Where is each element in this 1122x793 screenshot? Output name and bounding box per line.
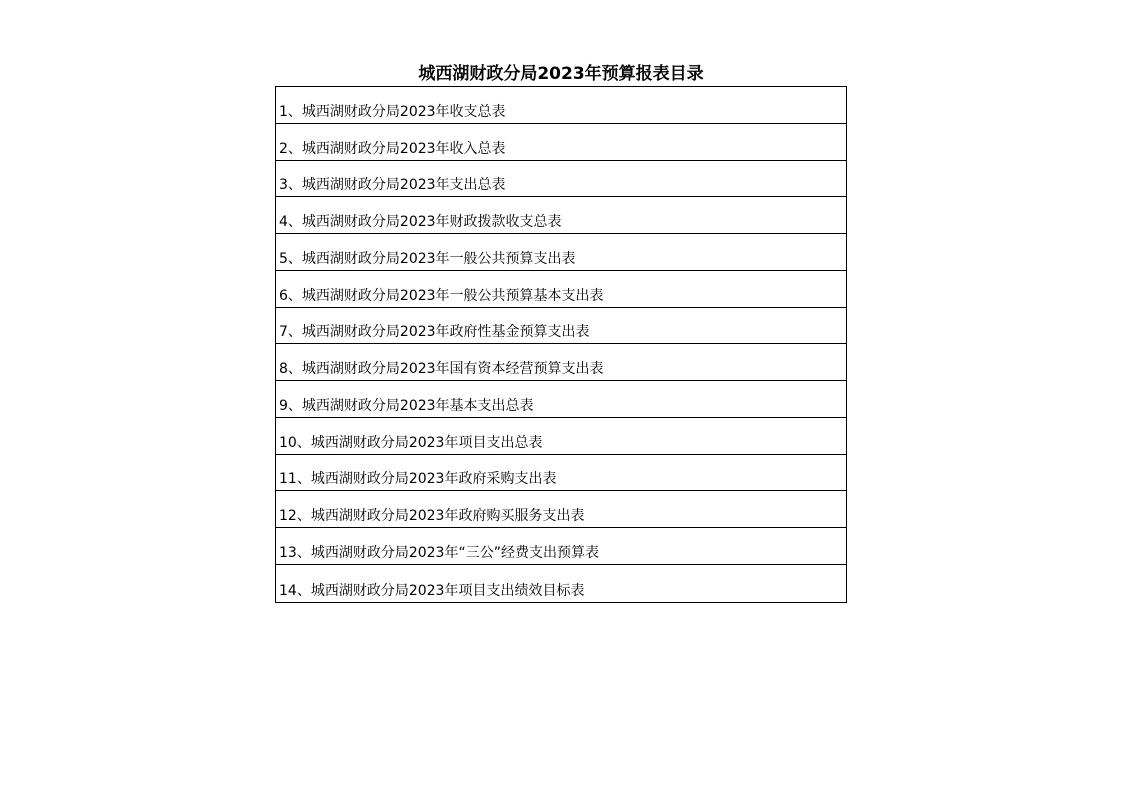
toc-row <box>276 344 846 381</box>
toc-entry: 8、城西湖财政分局2023年国有资本经营预算支出表 <box>279 361 604 377</box>
toc-entry: 12、城西湖财政分局2023年政府购买服务支出表 <box>279 508 585 524</box>
toc-entry: 4、城西湖财政分局2023年财政拨款收支总表 <box>279 214 562 230</box>
toc-entry: 10、城西湖财政分局2023年项目支出总表 <box>279 434 543 451</box>
toc-row <box>276 565 846 602</box>
toc-entry: 11、城西湖财政分局2023年政府采购支出表 <box>279 471 557 488</box>
page-title: 城西湖财政分局2023年预算报表目录 <box>418 64 704 84</box>
toc-entry: 2、城西湖财政分局2023年收入总表 <box>279 140 506 157</box>
toc-row <box>276 271 846 308</box>
toc-row <box>276 234 846 271</box>
toc-row <box>276 124 846 161</box>
toc-entry: 1、城西湖财政分局2023年收支总表 <box>279 103 506 120</box>
toc-table <box>275 86 847 603</box>
toc-row <box>276 455 846 492</box>
toc-entry: 5、城西湖财政分局2023年一般公共预算支出表 <box>279 250 576 267</box>
toc-row <box>276 528 846 565</box>
toc-row <box>276 161 846 198</box>
toc-entry: 3、城西湖财政分局2023年支出总表 <box>279 177 506 194</box>
toc-row <box>276 197 846 234</box>
toc-entry: 7、城西湖财政分局2023年政府性基金预算支出表 <box>279 324 590 341</box>
toc-row <box>276 87 846 124</box>
toc-row <box>276 308 846 345</box>
toc-row <box>276 381 846 418</box>
toc-entry: 9、城西湖财政分局2023年基本支出总表 <box>279 397 534 414</box>
toc-entry: 6、城西湖财政分局2023年一般公共预算基本支出表 <box>279 287 604 304</box>
toc-entry: 13、城西湖财政分局2023年“三公”经费支出预算表 <box>279 544 599 561</box>
toc-row <box>276 418 846 455</box>
toc-row <box>276 491 846 528</box>
toc-entry: 14、城西湖财政分局2023年项目支出绩效目标表 <box>279 582 585 599</box>
